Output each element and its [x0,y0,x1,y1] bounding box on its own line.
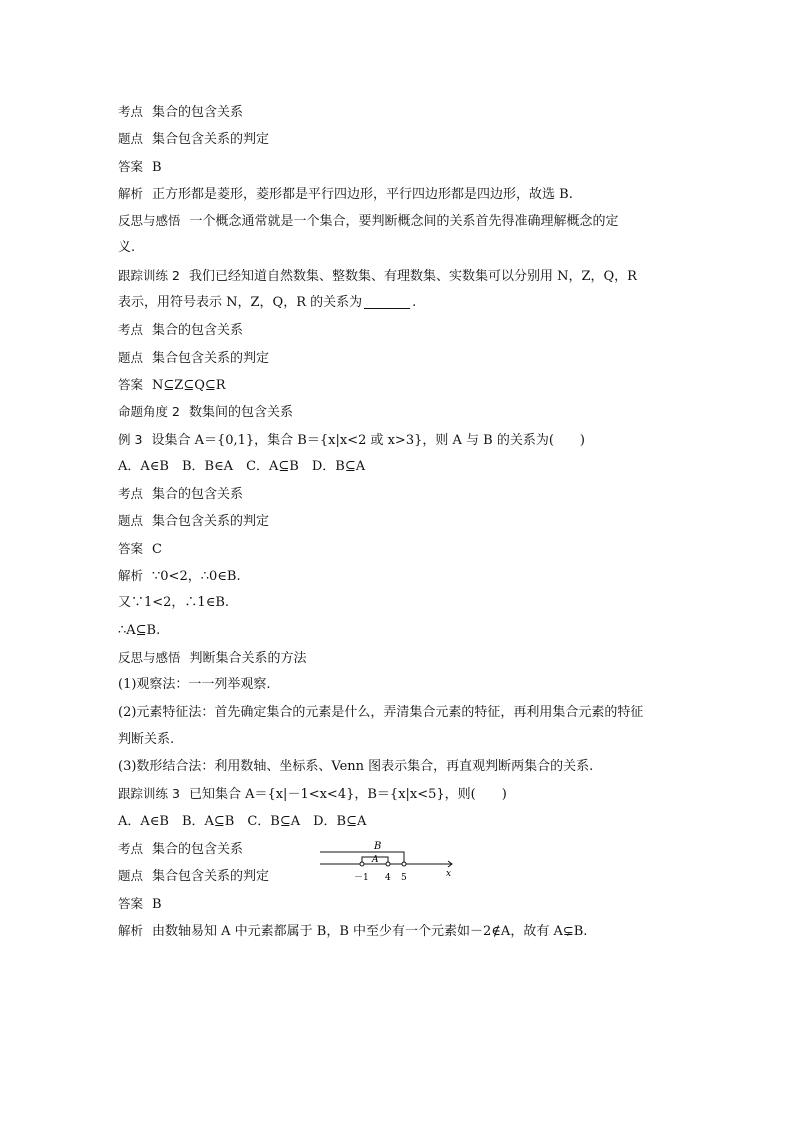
line-text: 集合包含关系的判定 [152,350,270,366]
text-line [118,234,698,261]
line-label: 例 3 [118,431,143,447]
text-line [118,426,698,453]
open-point-4 [386,862,390,866]
line-text: A．A∈B B．A⊆B C．B⊆A D．B⊆A [118,813,367,829]
text-line [118,644,698,671]
tick-label-neg1: －1 [354,873,369,883]
line-label: 考点 [118,841,144,857]
line-text: 判断集合关系的方法 [189,650,307,666]
line-text: B [152,896,162,912]
line-label: 答案 [118,158,144,174]
line-label: 反思与感悟 [118,213,181,229]
line-label: 解析 [118,185,144,201]
text-line [118,890,698,917]
line-text: (1)观察法：一一列举观察. [118,677,271,693]
tick-label-4: 4 [385,873,391,883]
line-label: 命题角度 2 [118,404,180,420]
tick-label-5: 5 [401,873,407,883]
line-label: 跟踪训练 2 [118,267,180,283]
line-text: A．A∈B B．B∈A C．A⊆B D．B⊆A [118,458,366,474]
line-text: 集合的包含关系 [152,487,244,503]
line-text: 集合的包含关系 [152,842,244,858]
open-point-5 [402,862,406,866]
line-text: 集合包含关系的判定 [152,514,270,530]
text-line [118,398,698,425]
text-line [118,617,698,644]
document-body [118,98,698,944]
line-label: 反思与感悟 [118,649,181,665]
text-line [118,535,698,562]
text-line [118,153,698,180]
text-line [118,480,698,507]
line-text: ∴A⊆B. [118,622,161,638]
line-text: C [152,541,162,557]
line-text: 数集间的包含关系 [188,405,293,421]
line-suffix: . [412,295,417,311]
text-line [118,699,698,726]
text-line [118,507,698,534]
line-label: 题点 [118,513,144,529]
text-line [118,562,698,589]
line-label: 考点 [118,486,144,502]
text-line [118,371,698,398]
text-line [118,316,698,343]
text-line [118,344,698,371]
text-line [118,808,698,835]
line-text: 正方形都是菱形，菱形都是平行四边形，平行四边形都是四边形，故选 B. [152,186,573,202]
line-text: 又∵1<2，∴1∈B. [118,595,230,611]
line-text: 一个概念通常就是一个集合，要判断概念间的关系首先得准确理解概念的定 [189,214,619,230]
line-text: 表示，用符号表示 N，Z，Q，R 的关系为 [118,295,363,311]
line-text: (3)数形结合法：利用数轴、坐标系、Venn 图表示集合，再直观判断两集合的关系. [118,759,594,775]
line-text: 集合包含关系的判定 [152,132,270,148]
line-text: 集合的包含关系 [152,323,244,339]
line-text: 由数轴易知 A 中元素都属于 B，B 中至少有一个元素如－2∉A，故有 A⊊B. [152,923,588,939]
line-label: 答案 [118,376,144,392]
text-line [118,753,698,780]
text-line [118,671,698,698]
text-line [118,589,698,616]
line-label: 题点 [118,131,144,147]
line-label: 考点 [118,322,144,338]
text-line [118,453,698,480]
line-label: 答案 [118,540,144,556]
line-label: 题点 [118,868,144,884]
line-text: (2)元素特征法：首先确定集合的元素是什么，弄清集合元素的特征，再利用集合元素的特征 [118,704,644,720]
line-label: 跟踪训练 3 [118,786,180,802]
text-line [118,262,698,289]
answer-blank [364,294,410,309]
line-text: 我们已经知道自然数集、整数集、有理数集、实数集可以分别用 N，Z，Q，R [188,268,637,284]
line-text: 设集合 A＝{0,1}，集合 B＝{x|x<2 或 x>3}，则 A 与 B 的关系为( ) [151,432,585,448]
axis-label-x: x [446,869,452,879]
text-line [118,125,698,152]
line-text: 义. [118,240,136,256]
text-line [118,289,698,316]
text-line [118,780,698,807]
number-line-figure [220,838,460,890]
line-text: ∵0<2，∴0∈B. [152,569,241,585]
text-line [118,917,698,944]
line-text: B [152,159,162,175]
line-label: 答案 [118,895,144,911]
line-text: 已知集合 A＝{x|－1<x<4}，B＝{x|x<5}，则( ) [188,787,507,803]
set-a-label: A [372,855,379,865]
text-line [118,98,698,125]
text-line [118,726,698,753]
line-text: 集合包含关系的判定 [152,869,270,885]
text-line [118,207,698,234]
line-label: 考点 [118,104,144,119]
line-label: 解析 [118,568,144,584]
set-b-label: B [374,841,382,852]
line-label: 题点 [118,349,144,365]
line-text: N⊆Z⊆Q⊆R [152,377,226,393]
open-point-neg1 [360,862,364,866]
line-text: 判断关系. [118,731,175,747]
line-label: 解析 [118,922,144,938]
line-text: 集合的包含关系 [152,105,244,120]
text-line [118,180,698,207]
